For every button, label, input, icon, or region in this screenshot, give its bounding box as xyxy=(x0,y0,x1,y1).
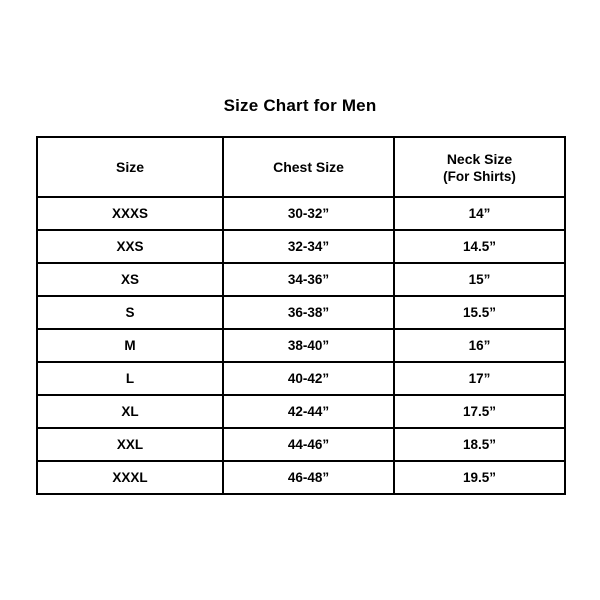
size-chart-table xyxy=(36,136,566,495)
cell-chest-size: 38-40” xyxy=(223,329,394,362)
size-chart-table-wrapper xyxy=(36,136,564,495)
cell-chest-size: 36-38” xyxy=(223,296,394,329)
cell-chest-size: 42-44” xyxy=(223,395,394,428)
cell-size: XL xyxy=(37,395,223,428)
table-header-row xyxy=(37,137,565,197)
column-header-chest-size-label: Chest Size xyxy=(273,159,344,175)
cell-chest-size: 30-32” xyxy=(223,197,394,230)
table-row xyxy=(37,230,565,263)
column-header-neck-size-sublabel: (For Shirts) xyxy=(443,168,516,184)
cell-neck-size: 16” xyxy=(394,329,565,362)
cell-neck-size: 15” xyxy=(394,263,565,296)
cell-neck-size: 14.5” xyxy=(394,230,565,263)
cell-neck-size: 17” xyxy=(394,362,565,395)
table-row xyxy=(37,362,565,395)
cell-chest-size: 34-36” xyxy=(223,263,394,296)
cell-neck-size: 18.5” xyxy=(394,428,565,461)
column-header-size xyxy=(37,137,223,197)
cell-neck-size: 17.5” xyxy=(394,395,565,428)
table-header xyxy=(37,137,565,197)
cell-size: XXS xyxy=(37,230,223,263)
column-header-neck-size-label: Neck Size xyxy=(446,150,513,167)
cell-size: S xyxy=(37,296,223,329)
cell-size: L xyxy=(37,362,223,395)
cell-size: XXL xyxy=(37,428,223,461)
cell-neck-size: 15.5” xyxy=(394,296,565,329)
cell-size: XXXL xyxy=(37,461,223,494)
cell-chest-size: 40-42” xyxy=(223,362,394,395)
table-row xyxy=(37,461,565,494)
column-header-size-label: Size xyxy=(115,159,144,175)
table-row xyxy=(37,263,565,296)
table-row xyxy=(37,428,565,461)
table-row xyxy=(37,197,565,230)
cell-chest-size: 46-48” xyxy=(223,461,394,494)
cell-size: M xyxy=(37,329,223,362)
table-row xyxy=(37,395,565,428)
table-body xyxy=(37,197,565,494)
cell-neck-size: 14” xyxy=(394,197,565,230)
table-row xyxy=(37,296,565,329)
page-title: Size Chart for Men xyxy=(223,96,377,115)
cell-chest-size: 32-34” xyxy=(223,230,394,263)
cell-neck-size: 19.5” xyxy=(394,461,565,494)
column-header-chest-size xyxy=(223,137,394,197)
cell-size: XXXS xyxy=(37,197,223,230)
column-header-neck-size xyxy=(394,137,565,197)
table-row xyxy=(37,329,565,362)
cell-chest-size: 44-46” xyxy=(223,428,394,461)
cell-size: XS xyxy=(37,263,223,296)
